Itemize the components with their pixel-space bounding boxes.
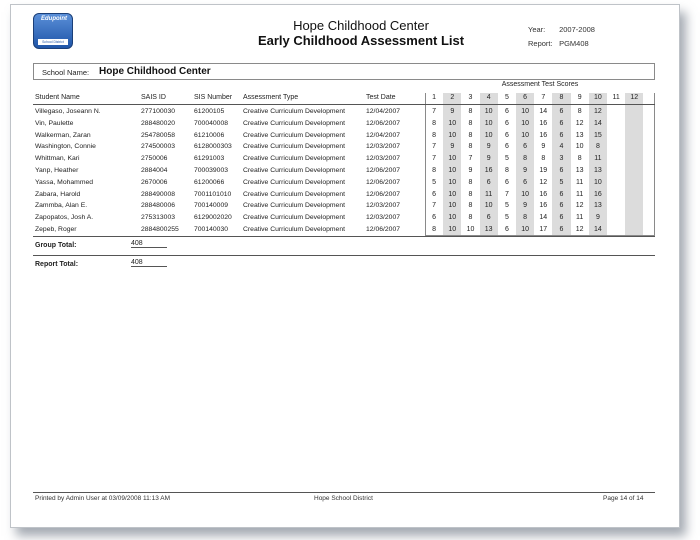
score-value [607, 118, 625, 130]
score-value: 12 [539, 178, 548, 186]
score-value: 10 [448, 167, 457, 174]
score-value: 16 [539, 190, 548, 198]
assessment-type: Creative Curriculum Development [243, 178, 345, 186]
score-value: 10 [484, 119, 493, 127]
score-value: 10 [521, 131, 529, 139]
sis-number: 61200105 [194, 108, 225, 115]
score-column-header: 7 [541, 94, 546, 101]
score-value: 6 [559, 190, 564, 198]
report-page [10, 4, 680, 528]
col-sis-number: SIS Number [194, 94, 233, 101]
student-name: Villegaso, Joseann N. [35, 108, 101, 115]
sis-number: 61291003 [194, 155, 225, 163]
sis-number: 700040008 [194, 119, 229, 127]
score-value [625, 177, 643, 189]
score-value: 10 [448, 190, 457, 198]
score-value: 8 [432, 119, 437, 127]
score-value [607, 165, 625, 177]
footer-rule [33, 492, 655, 493]
score-value: 19 [539, 167, 548, 174]
score-value: 10 [466, 226, 475, 233]
score-value: 16 [539, 131, 548, 139]
col-sais-id: SAIS ID [141, 94, 166, 101]
student-name: Vin, Paulette [35, 119, 74, 127]
score-value [607, 200, 625, 212]
score-value: 10 [521, 190, 529, 198]
score-value: 9 [468, 167, 473, 174]
score-value: 6 [559, 214, 564, 222]
school-name-label: School Name: [42, 68, 90, 77]
score-value: 10 [448, 119, 457, 127]
score-value [607, 212, 625, 224]
sais-id: 277100030 [141, 108, 176, 115]
assessment-type: Creative Curriculum Development [243, 214, 345, 222]
score-value: 10 [575, 143, 584, 151]
score-value: 16 [539, 119, 548, 127]
score-column-header: 12 [630, 94, 639, 101]
table-row [11, 153, 679, 165]
sais-id: 275313003 [141, 214, 176, 222]
sis-number: 700039003 [194, 167, 229, 174]
assessment-type: Creative Curriculum Development [243, 143, 345, 151]
score-value: 11 [594, 155, 602, 163]
student-name: Zabara, Harold [35, 190, 81, 198]
table-bottom-rule [33, 236, 655, 237]
sais-id: 2670006 [141, 178, 168, 186]
score-value: 6 [504, 226, 509, 233]
score-value: 7 [432, 143, 437, 151]
assessment-type: Creative Curriculum Development [243, 202, 345, 210]
footer-district: Hope School District [314, 495, 373, 502]
score-value: 10 [593, 178, 602, 186]
assessment-type: Creative Curriculum Development [243, 190, 345, 198]
scores-caption: Assessment Test Scores [501, 81, 579, 88]
score-value: 10 [448, 202, 457, 210]
score-column-header: 9 [577, 94, 582, 101]
logo-name: Edupoint [41, 16, 67, 22]
score-value: 8 [432, 226, 437, 233]
score-value: 10 [484, 131, 493, 139]
score-value [625, 165, 643, 177]
score-value: 8 [432, 167, 437, 174]
col-student-name: Student Name [35, 94, 80, 101]
edupoint-logo [33, 13, 73, 49]
score-value: 7 [504, 190, 509, 198]
score-value: 6 [523, 143, 528, 151]
test-date: 12/03/2007 [366, 214, 401, 222]
score-value: 11 [576, 190, 584, 198]
score-value [607, 189, 625, 201]
score-value: 8 [541, 155, 546, 163]
score-value [607, 130, 625, 142]
score-value: 10 [448, 226, 457, 233]
sais-id: 2884800255 [141, 226, 179, 233]
score-value [625, 224, 643, 236]
header-rule [33, 104, 655, 105]
score-value: 10 [521, 108, 529, 115]
table-row [11, 189, 679, 201]
score-column-header: 1 [432, 94, 437, 101]
table-row [11, 177, 679, 189]
score-value: 12 [575, 226, 584, 233]
score-value: 12 [575, 202, 584, 210]
sais-id: 288480006 [141, 202, 176, 210]
table-row [11, 224, 679, 236]
score-value [625, 130, 643, 142]
score-value: 13 [575, 167, 584, 174]
report-meta [528, 23, 595, 51]
score-column-header: 6 [523, 94, 528, 101]
score-value: 9 [541, 143, 546, 151]
score-value [625, 200, 643, 212]
score-value: 6 [559, 108, 564, 115]
score-value [625, 153, 643, 165]
score-value: 8 [468, 131, 473, 139]
score-value: 16 [593, 190, 602, 198]
year-label: Year: [528, 25, 546, 34]
score-value: 8 [468, 178, 473, 186]
score-value: 6 [504, 143, 509, 151]
score-value: 13 [593, 202, 602, 210]
assessment-type: Creative Curriculum Development [243, 167, 345, 174]
score-value: 5 [504, 155, 509, 163]
score-value [625, 189, 643, 201]
score-value: 10 [448, 155, 457, 163]
score-value: 6 [504, 131, 509, 139]
score-value: 14 [539, 108, 548, 115]
student-name: Yassa, Mohammed [35, 178, 94, 186]
score-value: 3 [559, 155, 564, 163]
student-name: Yanp, Heather [35, 167, 79, 174]
student-name: Washington, Connie [35, 143, 96, 151]
score-column-header: 8 [559, 94, 564, 101]
test-date: 12/04/2007 [366, 131, 401, 139]
score-value: 13 [593, 167, 602, 174]
sais-id: 288490008 [141, 190, 176, 198]
table-row [11, 106, 679, 118]
student-name: Whittman, Kari [35, 155, 80, 163]
score-value: 9 [595, 214, 600, 222]
test-date: 12/06/2007 [366, 119, 401, 127]
score-value: 9 [523, 202, 528, 210]
year-value: 2007-2008 [559, 25, 595, 34]
score-column-header: 3 [468, 94, 473, 101]
score-value: 14 [593, 226, 602, 233]
assessment-type: Creative Curriculum Development [243, 108, 345, 115]
score-value [625, 212, 643, 224]
score-value: 13 [575, 131, 584, 139]
score-column-header: 2 [450, 94, 455, 101]
report-label: Report: [528, 39, 553, 48]
student-name: Zammba, Alan E. [35, 202, 88, 210]
score-value: 7 [432, 108, 437, 115]
score-value: 8 [577, 155, 582, 163]
score-value: 5 [559, 178, 564, 186]
score-value: 5 [504, 202, 509, 210]
score-column-header: 11 [612, 94, 620, 101]
score-value: 6 [486, 178, 491, 186]
score-value: 10 [521, 226, 529, 233]
sais-id: 288480020 [141, 119, 176, 127]
sais-id: 254780058 [141, 131, 176, 139]
score-value: 11 [485, 190, 493, 198]
score-value: 8 [468, 202, 473, 210]
col-assessment-type: Assessment Type [243, 94, 299, 101]
score-value: 15 [593, 131, 602, 139]
school-name-box [33, 63, 655, 80]
score-value: 8 [523, 155, 528, 163]
col-test-date: Test Date [366, 94, 396, 101]
footer-printed-by: Printed by Admin User at 03/09/2008 11:13 AM [35, 495, 171, 502]
score-value: 10 [448, 214, 457, 222]
score-value: 7 [432, 202, 437, 210]
score-value: 8 [468, 119, 473, 127]
score-value: 9 [450, 143, 455, 151]
score-column-header: 5 [504, 94, 509, 101]
score-value: 8 [468, 190, 473, 198]
sais-id: 2884004 [141, 167, 168, 174]
logo-tagline: School District [38, 39, 68, 45]
score-value: 8 [468, 143, 473, 151]
table-row [11, 200, 679, 212]
test-date: 12/03/2007 [366, 202, 401, 210]
score-value: 14 [539, 214, 548, 222]
score-column-header: 10 [593, 94, 602, 101]
score-value: 6 [559, 167, 564, 174]
score-value: 10 [521, 119, 529, 127]
score-value: 11 [576, 178, 584, 186]
score-value: 6 [559, 202, 564, 210]
sais-id: 274500003 [141, 143, 176, 151]
score-value [607, 177, 625, 189]
score-value: 10 [484, 108, 493, 115]
score-value: 6 [559, 119, 564, 127]
score-value: 9 [523, 167, 528, 174]
score-value: 17 [539, 226, 548, 233]
score-column-header: 4 [486, 94, 491, 101]
score-value: 5 [432, 178, 437, 186]
score-value [625, 106, 643, 118]
score-value: 7 [468, 155, 473, 163]
sis-number: 700140030 [194, 226, 229, 233]
score-value: 6 [432, 214, 437, 222]
score-value: 6 [559, 131, 564, 139]
score-value: 8 [432, 131, 437, 139]
score-value: 6 [523, 178, 528, 186]
score-value: 10 [448, 178, 457, 186]
student-name: Zepeb, Roger [35, 226, 77, 233]
score-value: 16 [484, 167, 493, 174]
sis-number: 7001101010 [194, 190, 232, 198]
test-date: 12/06/2007 [366, 167, 401, 174]
footer-page-number: Page 14 of 14 [603, 495, 644, 502]
group-total-value: 408 [131, 240, 167, 248]
score-value: 8 [504, 167, 509, 174]
score-value: 6 [504, 108, 509, 115]
sis-number: 700140009 [194, 202, 229, 210]
sis-number: 6129002020 [194, 214, 232, 222]
report-total-value: 408 [131, 259, 167, 267]
score-value: 10 [484, 202, 493, 210]
org-title: Hope Childhood Center [293, 18, 429, 33]
report-code: PGM408 [559, 39, 589, 48]
test-date: 12/03/2007 [366, 155, 401, 163]
table-row [11, 165, 679, 177]
score-value: 7 [432, 155, 437, 163]
table-row [11, 118, 679, 130]
report-title: Early Childhood Assessment List [257, 33, 465, 48]
score-value: 16 [539, 202, 548, 210]
score-value: 6 [504, 119, 509, 127]
score-value: 11 [576, 214, 584, 222]
test-date: 12/06/2007 [366, 190, 401, 198]
score-value: 6 [504, 178, 509, 186]
score-value: 13 [484, 226, 493, 233]
score-value: 6 [486, 214, 491, 222]
score-value: 8 [595, 143, 600, 151]
score-value: 8 [468, 108, 473, 115]
student-name: Zapopatos, Josh A. [35, 214, 94, 222]
score-value: 9 [486, 143, 491, 151]
score-value: 6 [432, 190, 437, 198]
student-name: Walkerman, Zaran [35, 131, 91, 139]
test-date: 12/06/2007 [366, 178, 401, 186]
school-name-value: Hope Childhood Center [99, 66, 211, 77]
sis-number: 6128000303 [194, 143, 232, 151]
score-value [625, 118, 643, 130]
score-value: 8 [577, 108, 582, 115]
score-value: 8 [468, 214, 473, 222]
score-value: 12 [593, 108, 602, 115]
score-value: 9 [450, 108, 455, 115]
test-date: 12/06/2007 [366, 226, 401, 233]
score-value [607, 224, 625, 236]
score-value: 9 [486, 155, 491, 163]
assessment-type: Creative Curriculum Development [243, 119, 345, 127]
score-value: 14 [593, 119, 602, 127]
table-row [11, 212, 679, 224]
score-value [607, 153, 625, 165]
assessment-type: Creative Curriculum Development [243, 155, 345, 163]
group-total-label: Group Total: [35, 242, 77, 249]
score-value: 12 [575, 119, 584, 127]
score-value: 4 [559, 143, 564, 151]
score-value: 5 [504, 214, 509, 222]
test-date: 12/04/2007 [366, 108, 401, 115]
table-row [11, 141, 679, 153]
table-row [11, 130, 679, 142]
test-date: 12/03/2007 [366, 143, 401, 151]
report-total-label: Report Total: [35, 261, 79, 268]
score-value: 8 [523, 214, 528, 222]
assessment-type: Creative Curriculum Development [243, 131, 345, 139]
sis-number: 61200066 [194, 178, 225, 186]
totals-rule [33, 255, 655, 256]
score-value [607, 141, 625, 153]
score-value: 6 [559, 226, 564, 233]
score-value [625, 141, 643, 153]
sais-id: 2750006 [141, 155, 168, 163]
score-value: 10 [448, 131, 457, 139]
assessment-type: Creative Curriculum Development [243, 226, 345, 233]
sis-number: 61210006 [194, 131, 225, 139]
score-value [607, 106, 625, 118]
